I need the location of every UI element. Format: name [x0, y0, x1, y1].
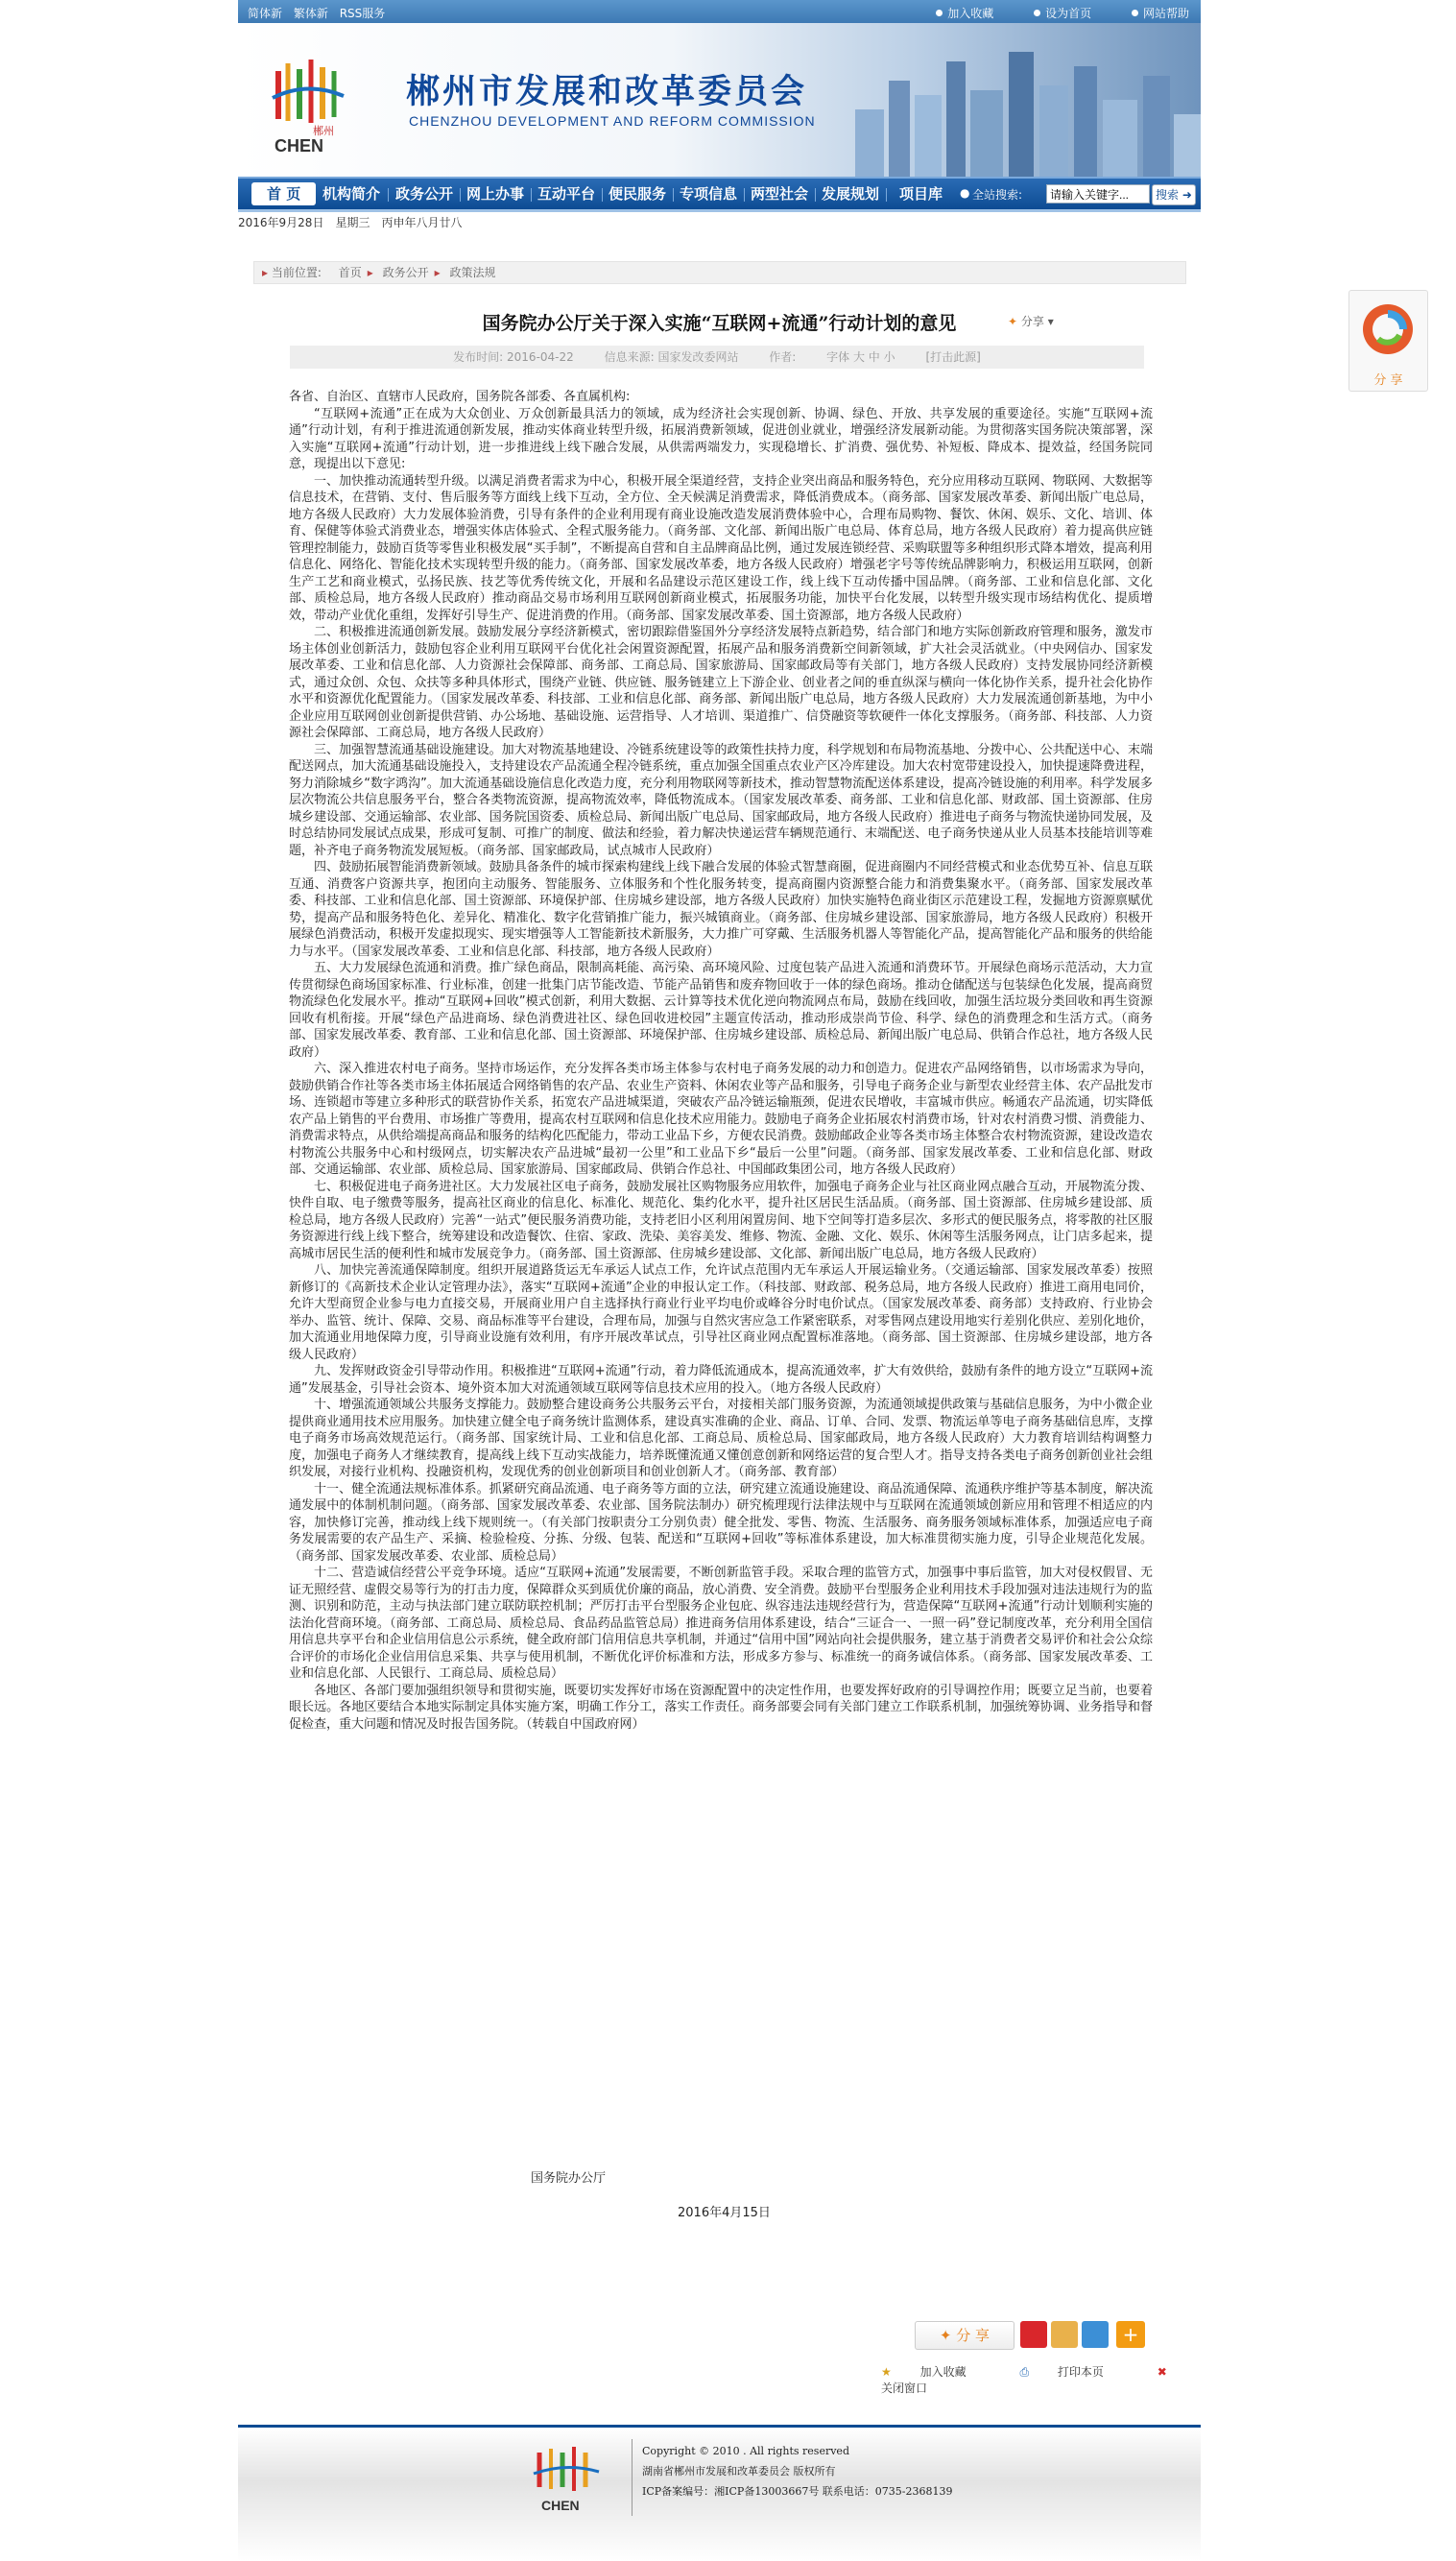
publish-time: 发布时间: 2016-04-22	[453, 350, 574, 364]
floating-share-label: 分 享	[1373, 373, 1403, 388]
nav-project-library[interactable]: 项目库	[899, 185, 943, 203]
printer-icon: ⎙	[1019, 2365, 1030, 2379]
city-skyline-illustration	[836, 42, 1201, 177]
location-icon: ▸	[262, 266, 269, 279]
paragraph: 五、大力发展绿色流通和消费。推广绿色商品，限制高耗能、高污染、高环境风险、过度包装产品进入流通和消费环节。开展绿色商场示范活动，大力宣传贯彻绿色商场国家标准、行业标准，创建一批集门店节能改造、节能产品销售和废弃物回收于一体的绿色商场。推动仓储配送与包装绿色化发展，提高商贸物流绿色化发展水平。推动“互联网+回收”模式创新，利用大数据、云计算等技术优化逆向物流网点布局，鼓励在线回收，加强生活垃圾分类回收和再生资源回收有机衔接。开展“绿色产品进商场、绿色消费进社区、绿色回收进校园”主题宣传活动，推动形成崇尚节俭、科学、绿色的消费理念和生活方式。（商务部、国家发展改革委、教育部、工业和信息化部、国土资源部、环境保护部、住房城乡建设部、质检总局、新闻出版广电总局、供销合作总社，地方各级人民政府）	[289, 961, 1153, 1060]
author: 作者:	[769, 350, 797, 364]
copyright: Copyright © 2010 . All rights reserved	[642, 2445, 849, 2457]
paragraph: 十、增强流通领域公共服务支撑能力。鼓励整合建设商务公共服务云平台，对接相关部门服务资源，为流通领域提供政策与基础信息服务，为中小微企业提供商业通用技术应用服务。加快建立健全电子商务统计监测体系，建设真实准确的企业、商品、订单、合同、发票、物流运单等电子商务基础信息库，支撑电子商务市场高效规范运行。（商务部、国家统计局、工业和信息化部、工商总局、质检总局、国家邮政局，地方各级人民政府）大力教育培训结构调整力度，加强电子商务人才继续教育，提高线上线下互动实战能力，培养既懂流通又懂创意创新和网络运营的复合型人才。指导支持各类电子商务创新创业社会组织发展，对接行业机构、投融资机构，发现优秀的创业创新项目和创业创新人才。（商务部、教育部）	[289, 1398, 1153, 1479]
share-mini-button[interactable]	[1008, 313, 1054, 329]
site-logo[interactable]	[269, 42, 347, 157]
breadcrumb-policy[interactable]: 政策法规	[449, 266, 496, 279]
lang-traditional-link[interactable]: 繁体新	[293, 7, 328, 20]
floating-share-widget[interactable]	[1349, 290, 1428, 392]
top-links	[899, 5, 1189, 21]
print-link[interactable]: [打击此源]	[925, 350, 981, 364]
date-line: 2016年9月28日 星期三 丙申年八月廿八	[238, 216, 463, 229]
paragraph: 九、发挥财政资金引导带动作用。积极推进“互联网+流通”行动，着力降低流通成本，提高流通效率，扩大有效供给，鼓励有条件的地方设立“互联网+流通”发展基金，引导社会资本、境外资本加大对流通领域互联网等信息技术应用的投入。（地方各级人民政府）	[289, 1364, 1153, 1396]
share-icon: ✦	[939, 2327, 952, 2344]
search-button[interactable]	[1152, 184, 1196, 205]
paragraph: 一、加快推动流通转型升级。以满足消费者需求为中心，积极开展全渠道经营，支持企业突出商品和服务特色，充分应用移动互联网、物联网、大数据等信息技术，在营销、支付、售后服务等方面线上线下互动，全方位、全天候满足消费需求，降低消费成本。（商务部、国家发展改革委、新闻出版广电总局，地方各级人民政府）大力发展体验消费，引导有条件的企业利用现有商业设施改造发展消费体验中心，合理布局购物、餐饮、休闲、娱乐、文化、培训、体育、保健等体验式消费业态，增强实体店体验式、全程式服务能力。（商务部、文化部、新闻出版广电总局、体育总局，地方各级人民政府）着力提高供应链管理控制能力，鼓励百货等零售业积极发展“买手制”，不断提高自营和自主品牌商品比例，通过发展连锁经营、采购联盟等多种组织形式降本增效，提高利用信息化、网络化、智能化技术实现转型升级的能力。（商务部、国家发展改革委，地方各级人民政府）增强老字号等传统品牌影响力，积极运用互联网，创新生产工艺和商业模式，弘扬民族、技艺等优秀传统文化，开展和名品建设示范区建设工作，线上线下互动传播中国品牌。（商务部、工业和信息化部、文化部、质检总局，地方各级人民政府）推动商品交易市场利用互联网创新商业模式，拓展服务功能，加快平台化发展，以转型升级实现市场结构优化、提质增效，带动产业优化重组，发挥好引导生产、促进消费的作用。（商务部、国家发展改革委、国土资源部，地方各级人民政府）	[289, 473, 1153, 623]
paragraph: 四、鼓励拓展智能消费新领域。鼓励具备条件的城市探索构建线上线下融合发展的体验式智慧商圈，促进商圈内不同经营模式和业态优势互补、信息互联互通、消费客户资源共享，抱团向主动服务、智能服务、立体服务和个性化服务转变，提高商圈内资源整合能力和消费集聚水平。（商务部、国家发展改革委、科技部、工业和信息化部、国土资源部、环境保护部、住房城乡建设部，地方各级人民政府）加快实施特色商业街区示范建设工程，发掘地方资源禀赋优势，提高产品和服务特色化、差异化、精准化、数字化营销推广能力，振兴城镇商业。（商务部、住房城乡建设部、国家旅游局，地方各级人民政府）积极开展绿色消费活动，积极开发虚拟现实、现实增强等人工智能新技术新服务，大力推广可穿戴、生活服务机器人等智能化产品，提高智能化产品和服务的供给能力与水平。（国家发展改革委、工业和信息化部、科技部，地方各级人民政府）	[289, 860, 1153, 959]
paragraph: 七、积极促进电子商务进社区。大力发展社区电子商务，鼓励发展社区购物服务应用软件，加强电子商务企业与社区商业网点融合互动，开展物流分拨、快件自取、电子缴费等服务，提高社区商业的信息化、标准化、规范化、集约化水平，提升社区居民生活品质。（商务部、国土资源部、住房城乡建设部、质检总局，地方各级人民政府）完善“一站式”便民服务消费功能，支持老旧小区利用闲置房间、地下空间等打造多层次、多形式的便民服务点，将零散的社区服务资源进行线上线下整合，统筹建设和改造餐饮、住宿、家政、洗染、美容美发、维修、物流、金融、文化、娱乐、休闲等生活服务网点，让门店多起来，提高城市居民生活的便利性和城市发展竞争力。（商务部、国土资源部、住房城乡建设部、文化部、新闻出版广电总局，地方各级人民政府）	[289, 1179, 1153, 1261]
page-container	[238, 0, 1201, 2513]
share-mini-label: 分享	[1020, 315, 1044, 328]
breadcrumb-label: 当前位置:	[271, 266, 322, 279]
breadcrumb-home[interactable]: 首页	[338, 266, 362, 279]
search-input[interactable]	[1046, 184, 1150, 203]
print-tool-label: 打印本页	[1057, 2365, 1104, 2379]
share-more-icon[interactable]: +	[1116, 2321, 1145, 2348]
language-links	[248, 5, 393, 21]
signature: 国务院办公厅	[531, 2171, 607, 2186]
owner: 湖南省郴州市发展和改革委员会 版权所有	[642, 2465, 836, 2477]
nav-gov-affairs[interactable]: 政务公开	[395, 185, 454, 203]
font-size-selector[interactable]: 字体 大 中 小	[826, 350, 895, 364]
share-weibo-icon[interactable]	[1020, 2321, 1047, 2348]
search-button-label: 搜索	[1156, 188, 1180, 202]
paragraph: 六、深入推进农村电子商务。坚持市场运作，充分发挥各类市场主体参与农村电子商务发展的动力和创造力。促进农产品网络销售，以市场需求为导向，鼓励供销合作社等各类市场主体拓展适合网络销售的农产品、农业生产资料、休闲农业等产品和服务，引导电子商务企业与新型农业经营主体、农产品批发市场、连锁超市等建立多种形式的联营协作关系，拓宽农产品进城渠道，突破农产品冷链运输瓶颈，促进农民增收，丰富城市供应。畅通农产品流通，切实降低农产品上销售的平台费用、市场推广等费用，提高农村互联网和信息化技术应用能力。鼓励电子商务企业拓展农村消费市场，针对农村消费习惯、消费能力、消费需求特点，从供给端提高商品和服务的结构化匹配能力，带动工业品下乡，方便农民消费。鼓励邮政企业等各类市场主体整合农村物流资源，建设改造农村物流公共服务中心和村级网点，切实解决农产品进城“最初一公里”和工业品下乡“最后一公里”问题。（商务部、国家发展改革委、工业和信息化部、财政部、交通运输部、农业部、质检总局、国家旅游局、国家邮政局、供销合作总社、中国邮政集团公司，地方各级人民政府）	[289, 1062, 1153, 1177]
article-title: 国务院办公厅关于深入实施“互联网+流通”行动计划的意见	[482, 313, 957, 334]
search-icon: ●	[960, 186, 970, 200]
nav-special-info[interactable]: 专项信息	[680, 185, 738, 203]
search-label: 全站搜索:	[972, 188, 1023, 202]
close-icon: ✖	[1157, 2365, 1167, 2379]
nav-home[interactable]: 首 页	[251, 182, 316, 205]
sign-date: 2016年4月15日	[678, 2206, 771, 2220]
footer-divider	[632, 2439, 633, 2516]
nav-public-services[interactable]: 便民服务	[609, 185, 667, 203]
floating-share-icon	[1349, 291, 1427, 368]
site-help-link[interactable]: 网站帮助	[1132, 7, 1189, 20]
share-qzone-icon[interactable]	[1051, 2321, 1078, 2348]
chevron-down-icon: ▾	[1047, 315, 1054, 328]
icp-contact: ICP备案编号：湘ICP备13003667号 联系电话：0735-2368139	[642, 2485, 953, 2498]
nav-online-services[interactable]: 网上办事	[466, 185, 525, 203]
set-homepage-link[interactable]: 设为首页	[1034, 7, 1091, 20]
info-source: 信息来源: 国家发改委网站	[604, 350, 739, 364]
lang-simplified-link[interactable]: 简体新	[248, 7, 283, 20]
favorite-tool[interactable]	[881, 2365, 991, 2379]
share-button[interactable]	[915, 2321, 1014, 2350]
salutation: 各省、自治区、直辖市人民政府，国务院各部委、各直属机构:	[289, 390, 631, 404]
paragraph: 各地区、各部门要加强组织领导和贯彻实施，既要切实发挥好市场在资源配置中的决定性作用，也要发挥好政府的引导调控作用；既要立足当前，也要着眼长远。各地区要结合本地实际制定具体实施方案，明确工作分工，落实工作责任。商务部要会同有关部门建立工作联系机制，加强统筹协调、业务指导和督促检查，重大问题和情况及时报告国务院。（转载自中国政府网）	[289, 1683, 1153, 1732]
site-footer	[238, 2425, 1201, 2561]
share-button-label: 分 享	[956, 2327, 991, 2344]
rss-link[interactable]: RSS服务	[339, 7, 386, 20]
print-tool[interactable]	[1019, 2365, 1128, 2379]
svg-text:CHEN: CHEN	[541, 2498, 580, 2513]
article-body	[289, 389, 1153, 1733]
breadcrumb: ▸ 当前位置: 首页 ▸ 政务公开 ▸ 政策法规	[253, 261, 1186, 284]
paragraph: 十二、营造诚信经营公平竞争环境。适应“互联网+流通”发展需要，不断创新监管手段。采取合理的监管方式，加强事中事后监管，加大对侵权假冒、无证无照经营、虚假交易等行为的打击力度，保障群众买到质优价廉的商品，放心消费、安全消费。鼓励平台型服务企业利用技术手段加强对违法违规行为的监测、识别和防范，主动与执法部门建立联防联控机制；严厉打击平台型服务企业包庇、纵容违法违规经营行为，营造保障“互联网+流通”行动计划顺利实施的法治化营商环境。（商务部、工商总局、质检总局、食品药品监管总局）推进商务信用体系建设，结合“三证合一、一照一码”登记制度改革，充分利用全国信用信息共享平台和企业信用信息公示系统，健全政府部门信用信息共享机制，并通过“信用中国”网站向社会提供服务，建立基于消费者交易评价和社会公众综合评价的市场化企业信用信息采集、共享与使用机制，不断优化评价标准和方法，形成多方参与、标准统一的商务诚信体系。（商务部、国家发展改革委、工业和信息化部、人民银行、工商总局、质检总局）	[289, 1566, 1153, 1681]
add-favorite-link[interactable]: 加入收藏	[936, 7, 993, 20]
star-icon: ★	[881, 2365, 892, 2379]
nav-org-intro[interactable]: 机构简介	[322, 185, 381, 203]
site-header	[238, 23, 1201, 177]
article-meta	[290, 346, 1144, 369]
share-renren-icon[interactable]	[1082, 2321, 1109, 2348]
page-tools	[881, 2363, 1201, 2396]
site-title: 郴州市发展和改革委员会	[406, 72, 808, 111]
share-mini-icon: ✦	[1008, 315, 1018, 328]
footer-text	[642, 2441, 953, 2501]
paragraph: 二、积极推进流通创新发展。鼓励发展分享经济新模式，密切跟踪借鉴国外分享经济发展特点新趋势，结合部门和地方实际创新政府管理和服务，激发市场主体创业创新活力，鼓励包容企业利用互联网平台优化社会闲置资源配置，拓展产品和服务消费新空间新领域，扩大社会灵活就业。（中央网信办、国家发展改革委、工业和信息化部、人力资源社会保障部、商务部、工商总局、国家旅游局、国家邮政局等有关部门，地方各级人民政府）支持发展协同经济新模式，通过众创、众包、众扶等多种具体形式，围绕产业链、供应链、服务链建立上下游企业、创业者之间的垂直纵深与横向一体化协作关系，提升社会化协作水平和资源优化配置能力。（国家发展改革委、科技部、工业和信息化部、商务部、新闻出版广电总局，地方各级人民政府）大力发展流通创新基地，为中小企业应用互联网创业创新提供营销、办公场地、基础设施、运营指导、人才培训、渠道推广、信贷融资等软硬件一体化支撑服务。（商务部、科技部、人力资源社会保障部、工商总局，地方各级人民政府）	[289, 625, 1153, 740]
footer-logo	[528, 2439, 605, 2516]
arrow-right-icon: ➜	[1182, 188, 1192, 202]
top-bar	[238, 0, 1201, 23]
main-nav	[238, 177, 1201, 212]
svg-text:CHEN: CHEN	[274, 136, 324, 156]
favorite-tool-label: 加入收藏	[919, 2365, 967, 2379]
close-tool-label: 关闭窗口	[881, 2381, 928, 2395]
nav-dev-planning[interactable]: 发展规划	[822, 185, 880, 203]
site-subtitle: CHENZHOU DEVELOPMENT AND REFORM COMMISSION	[409, 113, 816, 129]
nav-two-oriented[interactable]: 两型社会	[751, 185, 809, 203]
paragraph: 八、加快完善流通保障制度。组织开展道路货运无车承运人试点工作，允许试点范围内无车承运人开展运输业务。（交通运输部、国家发展改革委）按照新修订的《高新技术企业认定管理办法》，落实“互联网+流通”企业的申报认定工作。（科技部、财政部、税务总局，地方各级人民政府）推进工商用电同价，允许大型商贸企业参与电力直接交易，开展商业用户自主选择执行商业行业平均电价或峰谷分时电价试点。（国家发展改革委、商务部）支持政府、行业协会举办、监管、统计、保障、交易、商品标准等平台建设，合理布局，加强与自然灾害应急工作紧密联系，对零售网点建设用地实行差别化供应、差别化地价，加大流通业用地保障力度，引导商业设施有效利用，有序开展改革试点，引导社区商业网点配置标准落地。（商务部、国土资源部、住房城乡建设部，地方各级人民政府）	[289, 1263, 1153, 1362]
paragraph: “互联网+流通”正在成为大众创业、万众创新最具活力的领域，成为经济社会实现创新、协调、绿色、开放、共享发展的重要途径。实施“互联网+流通”行动计划，有利于推进流通创新发展，推动实体商业转型升级，拓展消费新领域，促进创业就业，增强经济发展新动能。为贯彻落实国务院决策部署，深入实施“互联网+流通”行动计划，进一步推进线上线下融合发展，从供需两端发力，实现稳增长、扩消费、强优势、补短板、降成本、提效益，经国务院同意，现提出以下意见:	[289, 406, 1153, 471]
svg-text:郴州: 郴州	[313, 125, 334, 137]
breadcrumb-gov-affairs[interactable]: 政务公开	[382, 266, 429, 279]
share-bar	[915, 2321, 1155, 2350]
footer-logo-mark-icon	[534, 2447, 599, 2491]
paragraph: 三、加强智慧流通基础设施建设。加大对物流基地建设、冷链系统建设等的政策性扶持力度，科学规划和布局物流基地、分拨中心、公共配送中心、末端配送网点，加大流通基础设施投入，支持建设农产品流通全程冷链系统，重点加强全国重点农业产区冷库建设。加大农村宽带建设投入，加快提速降费进程，努力消除城乡“数字鸿沟”。加大流通基础设施信息化改造力度，充分利用物联网等新技术，推动智慧物流配送体系建设，提高冷链设施的利用率。科学发展多层次物流公共信息服务平台，整合各类物流资源，提高物流效率，降低物流成本。（国家发展改革委、商务部、工业和信息化部、财政部、国土资源部、住房城乡建设部、交通运输部、农业部、国务院国资委、质检总局、新闻出版广电总局、国家邮政局，地方各级人民政府）推进电子商务与物流快递协同发展，及时总结协同发展试点成果，形成可复制、可推广的制度、做法和经验，着力解决快递运营车辆规范通行、末端配送、电子商务快递从业人员基本技能培训等难题，补齐电子商务物流发展短板。（商务部、国家邮政局，试点城市人民政府）	[289, 742, 1153, 858]
paragraph: 十一、健全流通法规标准体系。抓紧研究商品流通、电子商务等方面的立法，研究建立流通设施建设、商品流通保障、流通秩序维护等基本制度，解决流通发展中的体制机制问题。（商务部、国家发展改革委、农业部、国务院法制办）研究梳理现行法律法规中与互联网在流通领域创新应用和管理不相适应的内容，加快修订完善，推动线上线下规则统一。（有关部门按职责分工分别负责）健全批发、零售、物流、生活服务、商务服务领域标准体系，加强适应电子商务发展需要的农产品生产、采摘、检验检疫、分拣、分级、包装、配送和“互联网+回收”等标准体系建设，加大标准贯彻实施力度，引导企业规范化发展。（商务部、国家发展改革委、农业部、质检总局）	[289, 1481, 1153, 1564]
logo-mark-icon	[273, 60, 344, 123]
nav-interaction[interactable]: 互动平台	[537, 185, 596, 203]
